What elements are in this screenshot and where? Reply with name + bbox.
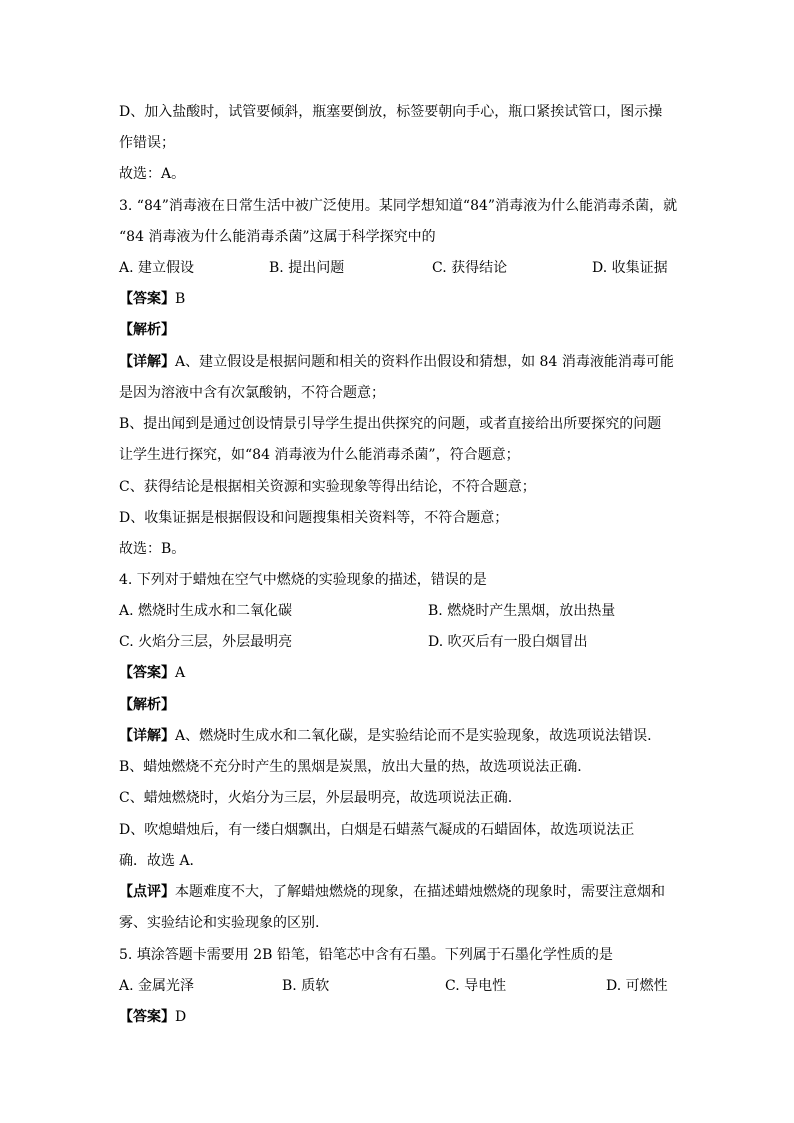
q5-stem: 5. 填涂答题卡需要用 2B 铅笔，铅笔芯中含有石墨。下列属于石墨化学性质的是 bbox=[119, 947, 613, 963]
q5-answer bbox=[119, 1007, 734, 1027]
q3-option-b: B. 提出问题 bbox=[269, 260, 345, 276]
detail-label: 【详解】 bbox=[119, 728, 175, 744]
q5-option-d: D. 可燃性 bbox=[606, 978, 668, 994]
detail-label: 【详解】 bbox=[119, 354, 175, 370]
q2-analysis-d-line2: 作错误； bbox=[119, 135, 175, 151]
q2-analysis-d-line1: D、加入盐酸时，试管要倾斜，瓶塞要倒放，标签要朝向手心，瓶口紧挨试管口，图示操 bbox=[119, 104, 663, 120]
q3-detail-c: C、获得结论是根据相关资源和实验现象等得出结论，不符合题意； bbox=[119, 479, 536, 495]
q3-stem-line2: “84 消毒液为什么能消毒杀菌”这属于科学探究中的 bbox=[119, 229, 436, 245]
q3-detail-d: D、收集证据是根据假设和问题搜集相关资料等，不符合题意； bbox=[119, 510, 509, 526]
q4-options-row1 bbox=[119, 601, 734, 621]
q4-stem: 4. 下列对于蜡烛在空气中燃烧的实验现象的描述，错误的是 bbox=[119, 572, 487, 588]
answer-label: 【答案】 bbox=[119, 1009, 175, 1025]
q5-answer-value: D bbox=[175, 1009, 187, 1025]
q3-answer-value: B bbox=[175, 291, 186, 307]
q5-option-a: A. 金属光泽 bbox=[119, 978, 195, 994]
q4-detail-a-text: A、燃烧时生成水和二氧化碳，是实验结论而不是实验现象，故选项说法错误. bbox=[175, 728, 652, 744]
q3-detail-b-line1: B、提出闻到是通过创设情景引导学生提出供探究的问题，或者直接给出所要探究的问题 bbox=[119, 416, 662, 432]
q3-detail-a-line1 bbox=[119, 352, 734, 372]
q4-answer bbox=[119, 663, 734, 683]
q4-option-a: A. 燃烧时生成水和二氧化碳 bbox=[119, 603, 293, 619]
q3-choose: 故选：B。 bbox=[119, 541, 186, 557]
q3-answer bbox=[119, 289, 734, 309]
q4-comment-line2: 雾、实验结论和实验现象的区别. bbox=[119, 915, 320, 931]
q3-options bbox=[119, 258, 734, 278]
q4-detail-c: C、蜡烛燃烧时，火焰分为三层，外层最明亮，故选项说法正确. bbox=[119, 790, 513, 806]
answer-label: 【答案】 bbox=[119, 291, 175, 307]
q3-detail-b-line2: 让学生进行探究，如“84 消毒液为什么能消毒杀菌”，符合题意； bbox=[119, 447, 520, 463]
q3-analysis-heading: 【解析】 bbox=[119, 322, 175, 338]
q4-options-row2 bbox=[119, 632, 734, 652]
q4-detail-d-line2: 确．故选 A． bbox=[119, 853, 204, 869]
q3-option-c: C. 获得结论 bbox=[432, 260, 508, 276]
q3-stem-line1: 3. “84”消毒液在日常生活中被广泛使用。某同学想知道“84”消毒液为什么能消毒杀菌，就 bbox=[119, 198, 678, 214]
q3-detail-a-text: A、建立假设是根据问题和相关的资料作出假设和猜想，如 84 消毒液能消毒可能 bbox=[175, 354, 674, 370]
q5-option-b: B. 质软 bbox=[282, 978, 330, 994]
q3-detail-a-line2: 是因为溶液中含有次氯酸钠，不符合题意； bbox=[119, 385, 385, 401]
q4-analysis-heading: 【解析】 bbox=[119, 697, 175, 713]
q4-answer-value: A bbox=[175, 665, 186, 681]
q4-detail-a bbox=[119, 726, 734, 746]
q4-detail-b: B、蜡烛燃烧不充分时产生的黑烟是炭黑，放出大量的热，故选项说法正确. bbox=[119, 759, 582, 775]
q5-options bbox=[119, 976, 734, 996]
q2-answer-choice: 故选：A。 bbox=[119, 166, 186, 182]
q3-option-a: A. 建立假设 bbox=[119, 260, 195, 276]
q4-detail-d-line1: D、吹熄蜡烛后，有一缕白烟飘出，白烟是石蜡蒸气凝成的石蜡固体，故选项说法正 bbox=[119, 822, 635, 838]
q4-comment-line1 bbox=[119, 882, 734, 902]
q5-option-c: C. 导电性 bbox=[445, 978, 507, 994]
q4-option-d: D. 吹灭后有一股白烟冒出 bbox=[428, 634, 588, 650]
q3-option-d: D. 收集证据 bbox=[592, 260, 668, 276]
comment-label: 【点评】 bbox=[119, 884, 175, 900]
answer-label: 【答案】 bbox=[119, 665, 175, 681]
q4-option-c: C. 火焰分三层，外层最明亮 bbox=[119, 634, 293, 650]
q4-comment-text: 本题难度不大，了解蜡烛燃烧的现象，在描述蜡烛燃烧的现象时，需要注意烟和 bbox=[175, 884, 665, 900]
q4-option-b: B. 燃烧时产生黑烟，放出热量 bbox=[428, 603, 616, 619]
